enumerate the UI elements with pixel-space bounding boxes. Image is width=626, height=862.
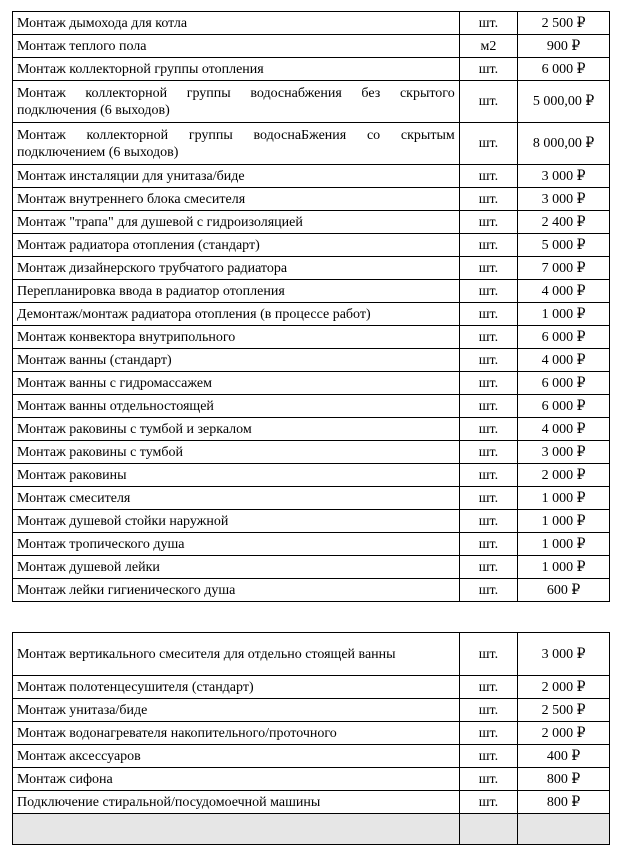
price-cell: 1 000 ₽: [518, 487, 610, 510]
price-cell: 6 000 ₽: [518, 326, 610, 349]
service-name: Монтаж лейки гигиенического душа: [13, 579, 460, 602]
table-row: [13, 188, 610, 211]
table-row: [13, 280, 610, 303]
price-cell: 800 ₽: [518, 791, 610, 814]
price-cell: 3 000 ₽: [518, 188, 610, 211]
price-cell: 1 000 ₽: [518, 556, 610, 579]
unit-cell: шт.: [459, 234, 517, 257]
service-name: Монтаж ванны (стандарт): [13, 349, 460, 372]
service-name: Монтаж сифона: [13, 768, 460, 791]
unit-cell: шт.: [459, 441, 517, 464]
unit-cell: шт.: [459, 633, 517, 676]
price-cell: 1 000 ₽: [518, 533, 610, 556]
table-row: [13, 257, 610, 280]
unit-cell: шт.: [459, 165, 517, 188]
service-name: Монтаж тропического душа: [13, 533, 460, 556]
price-cell: 3 000 ₽: [518, 165, 610, 188]
unit-cell: шт.: [459, 510, 517, 533]
table-row: [13, 768, 610, 791]
service-name: Монтаж раковины: [13, 464, 460, 487]
table-row: [13, 745, 610, 768]
unit-cell: шт.: [459, 768, 517, 791]
price-cell: 800 ₽: [518, 768, 610, 791]
unit-cell: шт.: [459, 303, 517, 326]
unit-cell: шт.: [459, 676, 517, 699]
unit-cell: шт.: [459, 533, 517, 556]
table-row: [13, 165, 610, 188]
unit-cell: шт.: [459, 395, 517, 418]
service-name: Монтаж коллекторной группы отопления: [13, 58, 460, 81]
unit-cell: м2: [459, 35, 517, 58]
service-name: Монтаж ванны с гидромассажем: [13, 372, 460, 395]
unit-cell: шт.: [459, 123, 517, 165]
table-row: [13, 234, 610, 257]
table-row: [13, 81, 610, 123]
price-cell: 6 000 ₽: [518, 58, 610, 81]
price-cell: 8 000,00 ₽: [518, 123, 610, 165]
empty-row: [13, 814, 610, 845]
table-row: [13, 326, 610, 349]
table-row: [13, 303, 610, 326]
price-cell: 4 000 ₽: [518, 280, 610, 303]
price-cell: 2 000 ₽: [518, 676, 610, 699]
price-cell: 6 000 ₽: [518, 395, 610, 418]
unit-cell: шт.: [459, 372, 517, 395]
service-name: Монтаж "трапа" для душевой с гидроизоляцией: [13, 211, 460, 234]
unit-cell: шт.: [459, 556, 517, 579]
table-row: [13, 533, 610, 556]
unit-cell: шт.: [459, 211, 517, 234]
price-cell: 2 000 ₽: [518, 722, 610, 745]
service-name: Монтаж конвектора внутрипольного: [13, 326, 460, 349]
service-name: Монтаж коллекторной группы водоснаБжения со скрытым подключением (6 выходов): [13, 123, 460, 165]
service-name: Монтаж душевой стойки наружной: [13, 510, 460, 533]
table-row: [13, 556, 610, 579]
empty-cell: [518, 814, 610, 845]
unit-cell: шт.: [459, 745, 517, 768]
unit-cell: шт.: [459, 58, 517, 81]
price-cell: 900 ₽: [518, 35, 610, 58]
table-row: [13, 633, 610, 676]
table-row: [13, 372, 610, 395]
service-name: Монтаж водонагревателя накопительного/проточного: [13, 722, 460, 745]
service-name: Монтаж радиатора отопления (стандарт): [13, 234, 460, 257]
table-row: [13, 699, 610, 722]
unit-cell: шт.: [459, 257, 517, 280]
service-name: Монтаж душевой лейки: [13, 556, 460, 579]
price-cell: 7 000 ₽: [518, 257, 610, 280]
service-name: Монтаж унитаза/биде: [13, 699, 460, 722]
price-cell: 400 ₽: [518, 745, 610, 768]
empty-cell: [459, 814, 517, 845]
table-row: [13, 418, 610, 441]
unit-cell: шт.: [459, 722, 517, 745]
table-row: [13, 395, 610, 418]
service-name: Монтаж раковины с тумбой: [13, 441, 460, 464]
table-row: [13, 791, 610, 814]
table-row: [13, 35, 610, 58]
price-cell: 3 000 ₽: [518, 441, 610, 464]
table-row: [13, 441, 610, 464]
table-row: [13, 464, 610, 487]
unit-cell: шт.: [459, 280, 517, 303]
price-cell: 2 500 ₽: [518, 699, 610, 722]
unit-cell: шт.: [459, 81, 517, 123]
table-row: [13, 12, 610, 35]
service-name: Монтаж теплого пола: [13, 35, 460, 58]
empty-cell: [13, 814, 460, 845]
price-cell: 5 000,00 ₽: [518, 81, 610, 123]
table-row: [13, 58, 610, 81]
unit-cell: шт.: [459, 418, 517, 441]
table-row: [13, 510, 610, 533]
service-name: Монтаж раковины с тумбой и зеркалом: [13, 418, 460, 441]
unit-cell: шт.: [459, 579, 517, 602]
price-cell: 2 500 ₽: [518, 12, 610, 35]
service-name: Монтаж ванны отдельностоящей: [13, 395, 460, 418]
service-name: Перепланировка ввода в радиатор отопления: [13, 280, 460, 303]
price-table-secondary: [12, 632, 610, 845]
price-cell: 1 000 ₽: [518, 303, 610, 326]
table-row: [13, 349, 610, 372]
service-name: Монтаж инсталяции для унитаза/биде: [13, 165, 460, 188]
price-cell: 2 000 ₽: [518, 464, 610, 487]
service-name: Подключение стиральной/посудомоечной машины: [13, 791, 460, 814]
price-cell: 4 000 ₽: [518, 349, 610, 372]
table-row: [13, 676, 610, 699]
unit-cell: шт.: [459, 791, 517, 814]
table-row: [13, 487, 610, 510]
service-name: Демонтаж/монтаж радиатора отопления (в процессе работ): [13, 303, 460, 326]
service-name: Монтаж смесителя: [13, 487, 460, 510]
unit-cell: шт.: [459, 349, 517, 372]
price-cell: 600 ₽: [518, 579, 610, 602]
unit-cell: шт.: [459, 188, 517, 211]
service-name: Монтаж внутреннего блока смесителя: [13, 188, 460, 211]
price-cell: 2 400 ₽: [518, 211, 610, 234]
service-name: Монтаж полотенцесушителя (стандарт): [13, 676, 460, 699]
unit-cell: шт.: [459, 487, 517, 510]
service-name: Монтаж аксессуаров: [13, 745, 460, 768]
price-cell: 5 000 ₽: [518, 234, 610, 257]
price-cell: 1 000 ₽: [518, 510, 610, 533]
table-row: [13, 211, 610, 234]
unit-cell: шт.: [459, 464, 517, 487]
service-name: Монтаж дизайнерского трубчатого радиатора: [13, 257, 460, 280]
price-cell: 4 000 ₽: [518, 418, 610, 441]
price-table-main: [12, 11, 610, 602]
table-row: [13, 123, 610, 165]
unit-cell: шт.: [459, 326, 517, 349]
service-name: Монтаж коллекторной группы водоснабжения без скрытого подключения (6 выходов): [13, 81, 460, 123]
table-row: [13, 579, 610, 602]
service-name: Монтаж дымохода для котла: [13, 12, 460, 35]
price-cell: 3 000 ₽: [518, 633, 610, 676]
service-name: Монтаж вертикального смесителя для отдельно стоящей ванны: [13, 633, 460, 676]
unit-cell: шт.: [459, 12, 517, 35]
unit-cell: шт.: [459, 699, 517, 722]
price-cell: 6 000 ₽: [518, 372, 610, 395]
table-row: [13, 722, 610, 745]
